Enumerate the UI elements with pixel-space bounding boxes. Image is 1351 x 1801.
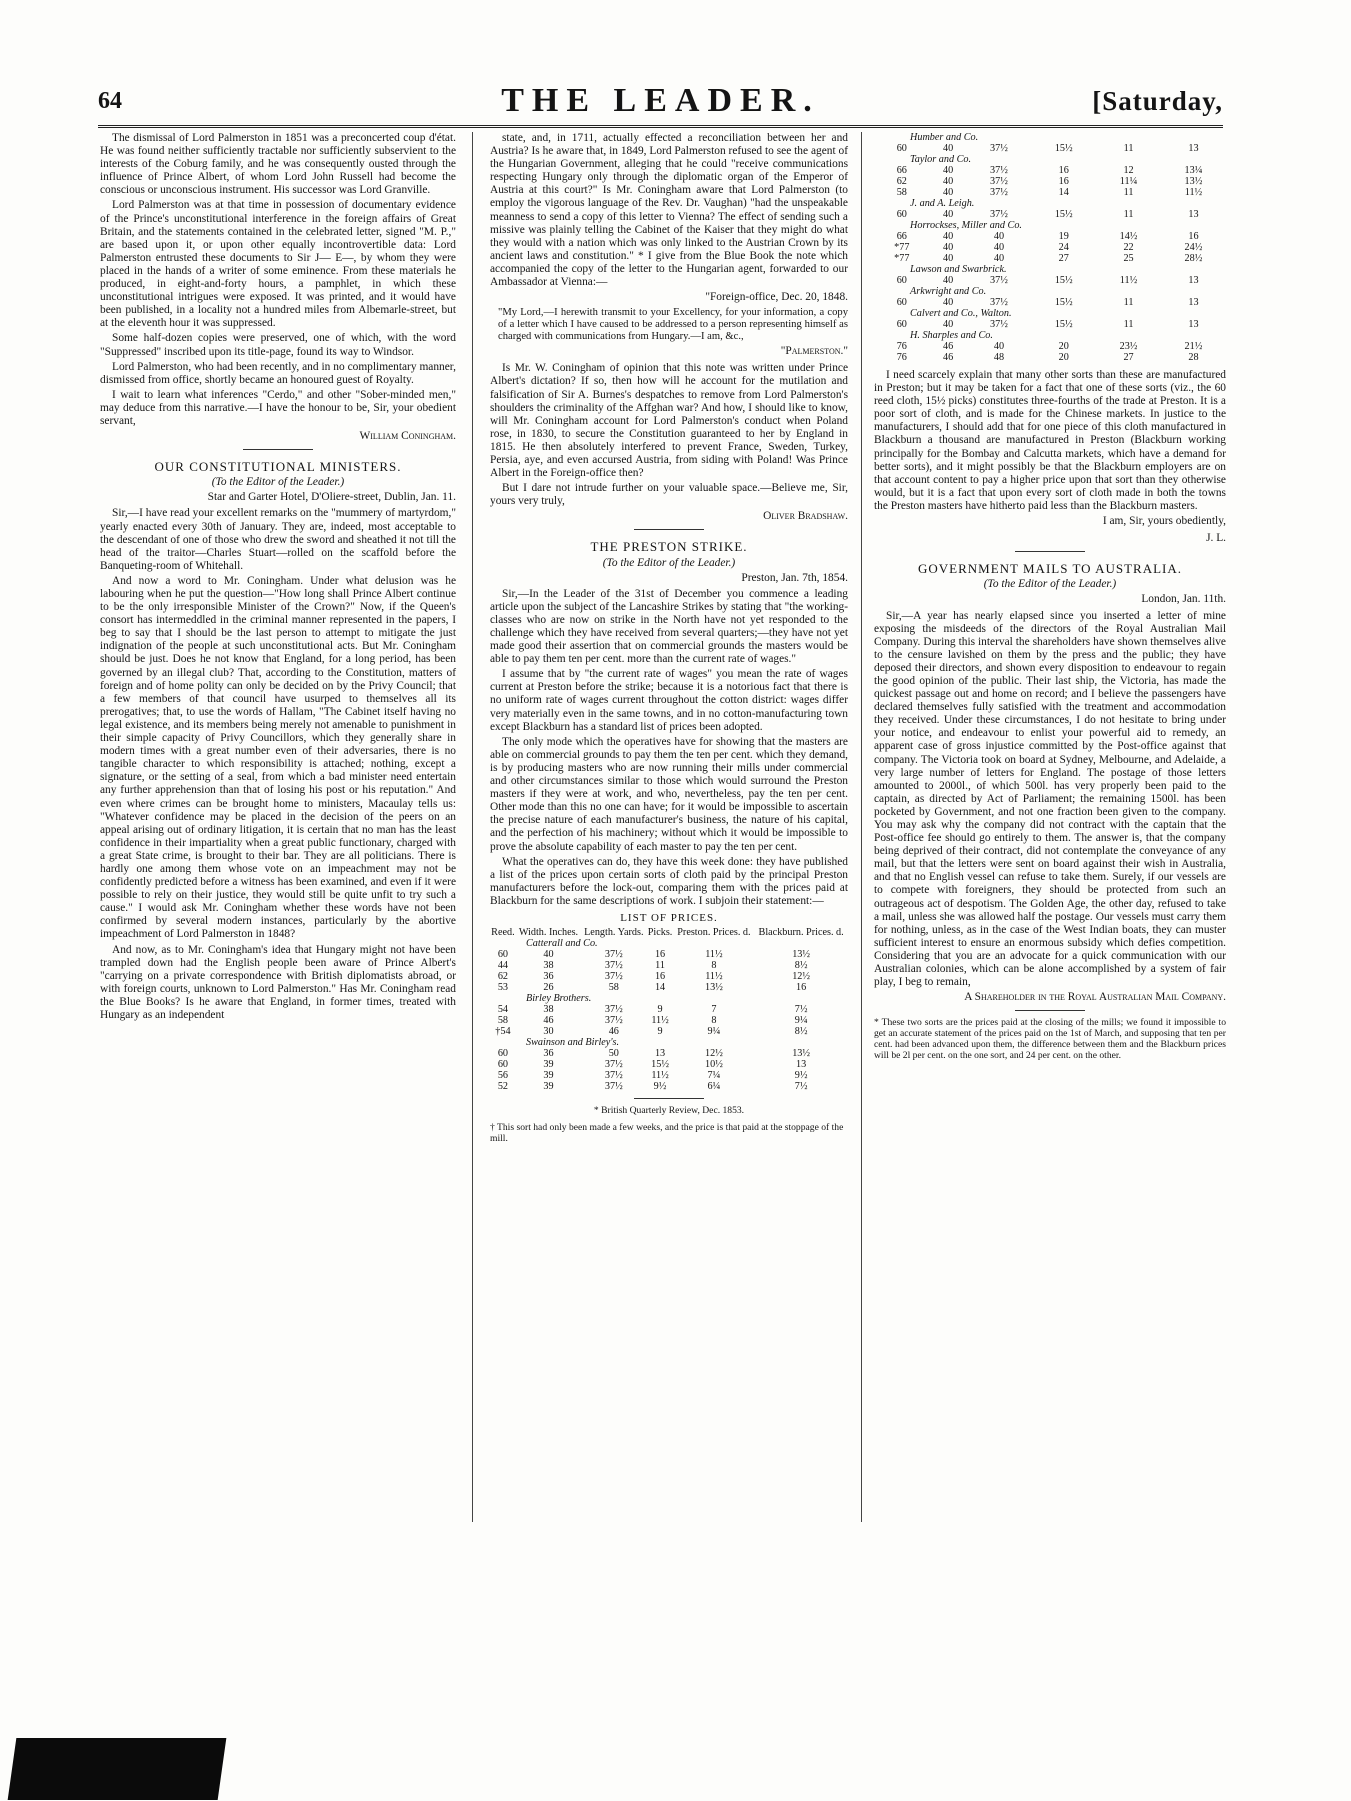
table-cell: 7½	[794, 1004, 808, 1016]
table-cell: *77	[894, 253, 910, 264]
table-cell: 8	[711, 1015, 717, 1027]
article-preston-strike	[490, 588, 848, 908]
signature: Oliver Bradshaw.	[763, 510, 848, 523]
paragraph: Lord Palmerston was at that time in possession of documentary evidence of the Prince's unconstitutional interference in the foreign affairs of Great Britain, and the statements contained in the celebrated letter, signed "M. P.," are based upon it, or upon other equally incontrovertible data: Lord Palmerston entrusted these documents to Sir J— E—, by whom they were placed in the hands of a writer of some eminence. From these materials he produced, in eight-and-forty hours, a pamphlet, in which these unconstitutional intrigues were exposed. It was printed, and it would have been published, in a locality not a hundred miles from Albemarle-street, but at the eleventh hour it was suppressed.	[100, 199, 456, 330]
paragraph: The only mode which the operatives have for showing that the masters are able on commercial grounds to pay them the ten per cent. which they demand, is by producing masters who are now running their mills under commercial and other circumstances similar to those which would surround the Preston masters if they were at work, and who, nevertheless, pay the ten per cent. Other mode than this no one can have; for it would be impossible to ascertain the precise nature of each manufacturer's business, the nature of his capital, and the perfection of his machinery; without which it would be impossible to prove the absolute capability of each master to pay the ten per cent.	[490, 735, 848, 853]
table-row	[874, 176, 1226, 187]
table-cell: 11½	[1184, 187, 1203, 198]
paragraph: I assume that by "the current rate of wages" you mean the rate of wages current at Preston before the strike; because it is a notorious fact that there is no uniform rate of wages current throughout the cotton district: wages differ very materially even in the same towns, and in no cotton-manufacturing town except Blackburn has a standard list of prices been adopted.	[490, 668, 848, 733]
table-cell: 11½	[705, 971, 723, 983]
maker-row	[874, 154, 1226, 165]
table-cell: 39	[543, 1059, 554, 1071]
table-row	[490, 1015, 848, 1026]
footnote: † This sort had only been made a few weeks, and the price is that paid at the stoppage of the mill.	[490, 1122, 844, 1145]
table-cell: 11¼	[1119, 176, 1138, 187]
table-cell: 46	[543, 1015, 554, 1027]
table-cell: 11	[1123, 319, 1134, 330]
column-2	[490, 132, 848, 1144]
paragraph: What the operatives can do, they have this week done: they have published a list of the prices upon certain sorts of cloth paid by the principal Preston manufacturers before the lock-out, comparing them with the prices paid at Blackburn for the same descriptions of work. I subjoin their statement:—	[490, 855, 848, 907]
table-cell: 37½	[990, 143, 1008, 154]
table-header	[490, 927, 848, 938]
table-cell: 37½	[990, 275, 1008, 286]
table-cell: 16	[654, 949, 666, 961]
table-cell: 8½	[794, 1026, 808, 1038]
maker-row	[874, 330, 1226, 341]
table-cell: 15½	[651, 1059, 669, 1071]
table-cell: 37½	[604, 1081, 623, 1093]
table-cell: 37½	[990, 209, 1008, 220]
footnote: * These two sorts are the prices paid at the closing of the mills; we found it impossible to get an accurate statement of the prices paid on the 1st of March, and supposing that ten per cent. had been advanced upon them, the difference between them and the Blackburn prices will be 2l per cent. on the one sort, and 24 per cent. on the other.	[874, 1017, 1226, 1062]
table-cell: 28½	[1184, 253, 1203, 264]
table-cell: 15½	[1054, 143, 1073, 154]
table-cell: 13½	[705, 982, 723, 994]
divider	[1015, 551, 1085, 552]
heading-government-mails: GOVERNMENT MAILS TO AUSTRALIA.	[917, 561, 1182, 577]
maker-name: J. and A. Leigh.	[910, 198, 975, 209]
table-cell: *77	[894, 242, 910, 253]
table-cell: 21½	[1184, 341, 1203, 352]
price-table-continued	[874, 132, 1226, 363]
column-rule	[861, 132, 862, 1522]
masthead-rule	[98, 125, 1223, 128]
table-cell: 27	[1123, 352, 1134, 363]
table-cell: 13	[1188, 275, 1199, 286]
subheading: (To the Editor of the Leader.)	[211, 476, 345, 489]
table-cell: 44	[497, 960, 509, 972]
table-row	[874, 341, 1226, 352]
column-rule	[472, 132, 473, 1522]
table-cell: 52	[497, 1081, 509, 1093]
table-row	[490, 1070, 848, 1081]
maker-row	[874, 308, 1226, 319]
table-cell: 62	[896, 176, 907, 187]
table-cell: 39	[543, 1081, 554, 1093]
table-cell: 9¼	[707, 1026, 721, 1038]
table-cell: 37½	[990, 297, 1008, 308]
paragraph: state, and, in 1711, actually effected a reconciliation between her and Austria? Is he aware that, in 1849, Lord Palmerston refused to see the agent of the Hungarian Government, alleging that he could "receive communications respecting Hungary only through the diplomatic organ of the Emperor of Austria at this court?" Is Mr. Coningham aware that Lord Palmerston (to employ the vigorous language of the Rev. Dr. Vaughan) "had the unspeakable meanness to send a copy of this letter to Vienna? The effect of sending such a missive was plainly telling the Cabinet of the Kaiser that they might do what they would with a nation which was only linked to the Austrian Crown by its ancient laws and constitution." * I give from the Blue Book the note which accompanied the copy of the letter to the Hungarian agent, forwarded to our Ambassador at Vienna:—	[490, 132, 848, 289]
table-cell: 40	[543, 949, 554, 961]
table-cell: 37½	[604, 960, 623, 972]
table-row	[490, 1026, 848, 1037]
newspaper-title: THE LEADER.	[501, 82, 820, 119]
paragraph: But I dare not intrude further on your valuable space.—Believe me, Sir, yours very truly,	[490, 482, 848, 508]
table-cell: 7¼	[707, 1070, 721, 1082]
heading-constitutional-ministers: OUR CONSTITUTIONAL MINISTERS.	[154, 459, 402, 475]
table-row	[874, 209, 1226, 220]
table-cell: 16	[1188, 231, 1199, 242]
signature: A Shareholder in the Royal Australian Mail Company.	[964, 991, 1226, 1004]
table-cell: 16	[654, 971, 666, 983]
maker-name: Humber and Co.	[910, 132, 979, 143]
table-cell: 8½	[794, 960, 808, 972]
table-cell: 38	[543, 1004, 554, 1016]
subheading: (To the Editor of the Leader.)	[602, 556, 736, 569]
table-cell: 62	[497, 971, 509, 983]
divider	[634, 1098, 704, 1099]
table-cell: Picks.	[647, 927, 673, 939]
table-cell: 9½	[794, 1070, 808, 1082]
quote-date: "Foreign-office, Dec. 20, 1848.	[705, 291, 848, 304]
table-cell: 24½	[1184, 242, 1203, 253]
table-cell: 37½	[604, 1004, 623, 1016]
table-row	[874, 297, 1226, 308]
table-cell: 22	[1123, 242, 1134, 253]
table-cell: 60	[497, 1048, 509, 1060]
table-cell: 13½	[792, 1048, 811, 1060]
table-row	[874, 143, 1226, 154]
table-cell: 37½	[990, 176, 1008, 187]
table-cell: 26	[543, 982, 554, 994]
table-cell: 20	[1058, 352, 1069, 363]
address-line: London, Jan. 11th.	[1141, 593, 1226, 606]
table-cell: 12½	[705, 1048, 723, 1060]
subheading: (To the Editor of the Leader.)	[983, 578, 1117, 591]
footnote: * British Quarterly Review, Dec. 1853.	[593, 1105, 745, 1117]
table-row	[874, 242, 1226, 253]
table-cell: 40	[993, 253, 1005, 264]
table-cell: 20	[1058, 341, 1069, 352]
address-line: Preston, Jan. 7th, 1854.	[741, 571, 848, 584]
table-cell: 8	[711, 960, 717, 972]
table-cell: 40	[942, 143, 954, 154]
table-cell: 60	[896, 319, 907, 330]
table-cell: 58	[608, 982, 619, 994]
list-title: LIST OF PRICES.	[620, 911, 718, 924]
table-cell: 37½	[990, 187, 1008, 198]
table-cell: 15½	[1054, 209, 1073, 220]
table-cell: 11½	[705, 949, 723, 961]
price-table	[490, 927, 848, 1092]
article-palmerston	[100, 132, 456, 428]
table-row	[874, 231, 1226, 242]
maker-row	[490, 1037, 848, 1048]
maker-name: Swainson and Birley's.	[526, 1037, 620, 1049]
table-cell: Blackburn. Prices. d.	[758, 927, 844, 939]
table-cell: 11½	[651, 1015, 669, 1027]
table-cell: 50	[608, 1048, 619, 1060]
article-continued	[490, 132, 848, 289]
table-cell: 60	[896, 275, 907, 286]
maker-name: Calvert and Co., Walton.	[910, 308, 1012, 319]
paragraph: I wait to learn what inferences "Cerdo," and other "Sober-minded men," may deduce from this narrative.—I have the honour to be, Sir, your obedient servant,	[100, 388, 456, 427]
table-cell: 7	[711, 1004, 717, 1016]
table-cell: 40	[942, 319, 954, 330]
table-cell: 14	[1058, 187, 1069, 198]
divider	[243, 449, 313, 450]
table-cell: 9¼	[794, 1015, 808, 1027]
table-cell: 14½	[1119, 231, 1138, 242]
maker-name: Taylor and Co.	[910, 154, 972, 165]
table-cell: 13½	[792, 949, 811, 961]
table-cell: Length. Yards.	[584, 927, 644, 939]
table-cell: †54	[495, 1026, 511, 1038]
table-cell: 46	[608, 1026, 619, 1038]
table-cell: 11½	[1119, 275, 1138, 286]
column-3	[874, 132, 1226, 1061]
table-cell: 13	[1188, 143, 1199, 154]
table-cell: 13	[654, 1048, 666, 1060]
table-cell: 24	[1058, 242, 1069, 253]
article-government-mails	[874, 610, 1226, 990]
paragraph: Sir,—I have read your excellent remarks on the "mummery of martyrdom," yearly enacted every 30th of January. They are, indeed, most acceptable to the descendant of one of those who drew the sword and sheathed it not till the head of the traitor—Charles Stuart—rolled on the scaffold before the Banqueting-room of Whitehall.	[100, 507, 456, 572]
table-cell: 16	[1058, 176, 1069, 187]
paragraph: Some half-dozen copies were preserved, one of which, with the word "Suppressed" inscribed upon its title-page, found its way to Windsor.	[100, 332, 456, 358]
table-cell: 58	[497, 1015, 509, 1027]
table-cell: 28	[1188, 352, 1199, 363]
table-cell: 37½	[990, 319, 1008, 330]
maker-row	[490, 938, 848, 949]
table-cell: 40	[942, 165, 954, 176]
table-cell: 48	[993, 352, 1005, 363]
table-cell: 12	[1123, 165, 1134, 176]
closing: I am, Sir, yours obediently,	[1102, 515, 1226, 528]
table-cell: 37½	[604, 949, 623, 961]
quote-signature: "Palmerston."	[780, 345, 848, 358]
table-cell: 40	[942, 176, 954, 187]
table-cell: 13½	[1184, 176, 1203, 187]
maker-row	[874, 198, 1226, 209]
table-cell: 66	[896, 165, 907, 176]
table-cell: 56	[497, 1070, 509, 1082]
paragraph: Sir,—In the Leader of the 31st of December you commence a leading article upon the subject of the Lancashire Strikes by stating that "the working-classes who are now on strike in the North have not yet responded to the challenge which they have received from several quarters;—they have not yet made good their assertion that on commercial grounds the masters would be able to pay them ten per cent. more than the current rate of wages."	[490, 587, 848, 666]
table-row	[490, 971, 848, 982]
table-row	[490, 1059, 848, 1070]
table-cell: 13	[1188, 209, 1199, 220]
scan-artifact	[8, 1738, 227, 1800]
divider	[1015, 1010, 1085, 1011]
table-cell: 15½	[1054, 319, 1073, 330]
table-row	[490, 949, 848, 960]
heading-preston-strike: THE PRESTON STRIKE.	[590, 539, 748, 555]
divider	[634, 529, 704, 530]
table-cell: 53	[497, 982, 509, 994]
maker-name: Arkwright and Co.	[910, 286, 987, 297]
table-cell: 60	[497, 1059, 509, 1071]
maker-row	[490, 993, 848, 1004]
day-label: [Saturday,	[1092, 86, 1223, 116]
table-cell: 19	[1058, 231, 1069, 242]
table-cell: 11	[1123, 297, 1134, 308]
paragraph: Sir,—A year has nearly elapsed since you inserted a letter of mine exposing the misdeeds of the directors of the Royal Australian Mail Company. During this interval the shareholders have shown themselves alive to the censure lavished on them by the press and the public; they have deposed their directors, and shown every disposition to endeavour to regain the good opinion of the public. Their last ship, the Victoria, has made the quickest passage out and home on record; and I believe the passengers have declared themselves fully satisfied with the treatment and accommodation they received. Under these circumstances, I do not hesitate to bring under your notice, and endeavour to enlist your powerful aid to remedy, an apparent case of gross injustice committed by the Post-office against that company. The Victoria took on board at Sydney, Melbourne, and Adelaide, a very large number of letters for England. The postage of those letters amounted to 2000l., of which 500l. has very properly been paid to the captain, as directed by Act of Parliament; the remaining 1500l. has been pocketed by Government, and not one fraction been given to the company. You may ask why the company did not contract with the captain that the Post-office fee should go entirely to them. The answer is, that the company being deprived of their contract, did not contemplate the conveyance of any mail, but that the letters were sent on board against their wish in Australia, and that no English vessel can refuse to take them. Surely, if our vessels are to compete with foreigners, they should be protected from such an outrageous act of despotism. The Golden Age, the other day, refused to take a mail, unless she was allowed half the postage. Our vessels must carry them for nothing, unless, as in the case of the West Indian boats, they can muster sufficient interest to ensure an enormous subsidy which defies competition. Considering that you are an advocate for a quick communication with our Australian colonies, which can be alone accomplished by a system of fair play, I beg to remain,	[874, 609, 1226, 989]
table-cell: 40	[942, 187, 954, 198]
article-constitutional-ministers	[100, 507, 456, 1022]
table-row	[490, 982, 848, 993]
table-cell: 15½	[1054, 275, 1073, 286]
maker-name: Catterall and Co.	[526, 938, 598, 950]
table-cell: 27	[1058, 253, 1069, 264]
table-cell: 12½	[792, 971, 811, 983]
address-line: Star and Garter Hotel, D'Oliere-street, Dublin, Jan. 11.	[207, 491, 456, 504]
maker-row	[874, 264, 1226, 275]
paragraph: The dismissal of Lord Palmerston in 1851 was a preconcerted coup d'état. He was found neither sufficiently tractable nor sufficiently subservient to the interests of the Coburg family, and he was consequently ousted through the influence of Prince Albert, of whom Lord John Russell had become the conscious or unconscious instrument. His successor was Lord Granville.	[100, 132, 456, 197]
table-cell: 58	[896, 187, 907, 198]
table-cell: 40	[942, 231, 954, 242]
signature: J. L.	[1206, 532, 1226, 545]
table-row	[874, 253, 1226, 264]
table-cell: 54	[497, 1004, 509, 1016]
table-cell: 25	[1123, 253, 1134, 264]
table-cell: 13	[1188, 297, 1199, 308]
table-cell: 37½	[604, 1059, 623, 1071]
article-continued	[874, 369, 1226, 513]
table-cell: 13	[796, 1059, 807, 1071]
table-cell: 23½	[1119, 341, 1138, 352]
table-cell: 76	[896, 341, 907, 352]
table-cell: Preston. Prices. d.	[677, 927, 751, 939]
table-row	[874, 275, 1226, 286]
table-cell: 38	[543, 960, 554, 972]
table-cell: 60	[896, 297, 907, 308]
table-cell: 6¼	[707, 1081, 721, 1093]
table-cell: 13	[1188, 319, 1199, 330]
table-cell: 9½	[653, 1081, 667, 1093]
table-cell: 60	[497, 949, 509, 961]
table-cell: 60	[896, 209, 907, 220]
table-cell: 10½	[705, 1059, 723, 1071]
table-cell: 46	[942, 341, 954, 352]
table-cell: Reed.	[491, 927, 515, 939]
table-row	[490, 1004, 848, 1015]
table-cell: 40	[942, 275, 954, 286]
table-cell: 37½	[604, 971, 623, 983]
paragraph: Lord Palmerston, who had been recently, and in no complimentary manner, dismissed from office, shortly became an honoured guest of Royalty.	[100, 360, 456, 386]
quoted-letter: "My Lord,—I herewith transmit to your Excellency, for your information, a copy of a letter which I have caused to be addressed to a person representing himself as charged with communications from Hungary.—I am, &c.,	[498, 307, 848, 343]
table-cell: 40	[993, 242, 1005, 253]
masthead	[98, 82, 1223, 122]
table-cell: 37½	[990, 165, 1008, 176]
table-cell: Width. Inches.	[518, 927, 579, 939]
table-row	[874, 165, 1226, 176]
table-cell: 11½	[651, 1070, 669, 1082]
page-number: 64	[98, 88, 122, 114]
table-cell: 76	[896, 352, 907, 363]
paragraph: And now, as to Mr. Coningham's idea that Hungary might not have been trampled down had the English people been aware of Prince Albert's "carrying on a private correspondence with British diplomatists abroad, or with foreign courts, unknown to Lord Palmerston." Has Mr. Coningham read the Blue Books? Is he aware that England, in former times, treated with Hungary as an independent	[100, 943, 456, 1021]
table-cell: 9	[657, 1026, 663, 1038]
maker-row	[874, 286, 1226, 297]
table-cell: 11	[1123, 187, 1134, 198]
table-cell: 37½	[604, 1070, 623, 1082]
maker-row	[874, 220, 1226, 231]
table-cell: 11	[1123, 143, 1134, 154]
table-cell: 39	[543, 1070, 554, 1082]
table-row	[490, 1048, 848, 1059]
paragraph: Is Mr. W. Coningham of opinion that this note was written under Prince Albert's dictation? If so, then how will he account for the mutilation and falsification of Sir A. Burnes's despatches to remove from Lord Palmerston's shoulders the criminality of the Affghan war? And how, I should like to know, will Mr. Coningham account for Lord Palmerston's conduct when Poland rose, in 1830, to secure the Constitution guaranteed to her by England in 1815. He then absolutely interfered to prevent France, Sweden, Turkey, Persia, aye, and even accursed Austria, from siding with Poland! Was Prince Albert in the Foreign-office then?	[490, 362, 848, 480]
maker-name: Lawson and Swarbrick.	[910, 264, 1007, 275]
table-cell: 36	[543, 971, 554, 983]
maker-name: H. Sharples and Co.	[910, 330, 993, 341]
table-cell: 15½	[1054, 297, 1073, 308]
table-cell: 13¼	[1184, 165, 1203, 176]
maker-name: Birley Brothers.	[526, 993, 592, 1005]
signature: William Coningham.	[359, 430, 456, 443]
table-cell: 30	[543, 1026, 554, 1038]
table-cell: 11	[655, 960, 665, 972]
paragraph: I need scarcely explain that many other sorts than these are manufactured in Preston; but it may be taken for a fact that one of these sorts (viz., the 60 reed cloth, 15½ picks) constitutes three-fourths of the trade at Preston. It is a poor sort of cloth, and is made for the Chinese markets. In justice to the manufacturers, I should add that for one piece of this cloth manufactured in Blackburn a thousand are manufactured in Preston (Blackburn working principally for the Bombay and Calcutta markets, which have a demand for better sorts), and it might possibly be that the Blackburn employers are on that account content to pay a higher price upon that sort than they otherwise would, but it is a fact that upon every sort of cloth made in both the towns the Preston masters have hitherto paid less than the Blackburn masters.	[874, 369, 1226, 512]
table-cell: 60	[896, 143, 907, 154]
table-cell: 66	[896, 231, 907, 242]
table-cell: 9	[657, 1004, 663, 1016]
table-cell: 11	[1123, 209, 1134, 220]
table-cell: 7½	[794, 1081, 808, 1093]
maker-name: Horrockses, Miller and Co.	[910, 220, 1022, 231]
table-cell: 36	[543, 1048, 554, 1060]
article-continued-2	[490, 362, 848, 508]
table-row	[874, 187, 1226, 198]
table-row	[874, 352, 1226, 363]
table-cell: 40	[993, 231, 1005, 242]
table-cell: 40	[942, 297, 954, 308]
table-cell: 37½	[604, 1015, 623, 1027]
table-row	[490, 1081, 848, 1092]
table-row	[874, 319, 1226, 330]
table-cell: 40	[993, 341, 1005, 352]
table-row	[490, 960, 848, 971]
table-cell: 14	[654, 982, 666, 994]
table-cell: 40	[942, 253, 954, 264]
column-1	[100, 132, 456, 1024]
table-cell: 16	[796, 982, 807, 994]
table-cell: 40	[942, 209, 954, 220]
maker-row	[874, 132, 1226, 143]
paragraph: And now a word to Mr. Coningham. Under what delusion was he labouring when he put the question—"How long shall Prince Albert continue to be the only irresponsible Minister of the Crown?" Now, if the Queen's consort has intermeddled in the criminal manner represented in the papers, I beg to say that I should be the last person to attempt to mitigate the just indignation of the people at such unconstitutional acts. But Mr. Coningham should be just. Does he not know that England, for a long period, has been governed by an illegal club? That, according to the Constitution, matters of foreign and of home polity can only be decided on by the Privy Council; that a few members of that council have usurped to themselves all its prerogatives; that, to use the words of Hallam, "The Cabinet itself having no legal existence, and its members being merely not amenable to punishment in their simple capacity of Privy Councillors, which they generally share in modern times with a great number even of their adversaries, there is no tangible character to which responsibility is attached; nothing, except a signature, or the setting of a seal, from which a bad minister need entertain any further apprehension than that of losing his post or his reputation." And even where crimes can be brought home to ministers, Macaulay tells us: "Whatever confidence may be placed in the decision of the peers on an appeal arising out of ordinary litigation, it is certain that no man has the least confidence in their impartiality when a great public functionary, charged with a great State crime, is brought to their bar. They are all politicians. There is hardly one among them whose vote on an impeachment may not be confidently predicted before a witness has been examined, and even if it were possible to rely on their justice, they would still be quite unfit to try such a cause." I would ask Mr. Coningham whether these words have not been confirmed by several modern instances, particularly by the abortive impeachment of Lord Palmerston in 1848?	[100, 574, 456, 941]
table-cell: 40	[942, 242, 954, 253]
table-cell: 46	[942, 352, 954, 363]
table-cell: 16	[1058, 165, 1069, 176]
